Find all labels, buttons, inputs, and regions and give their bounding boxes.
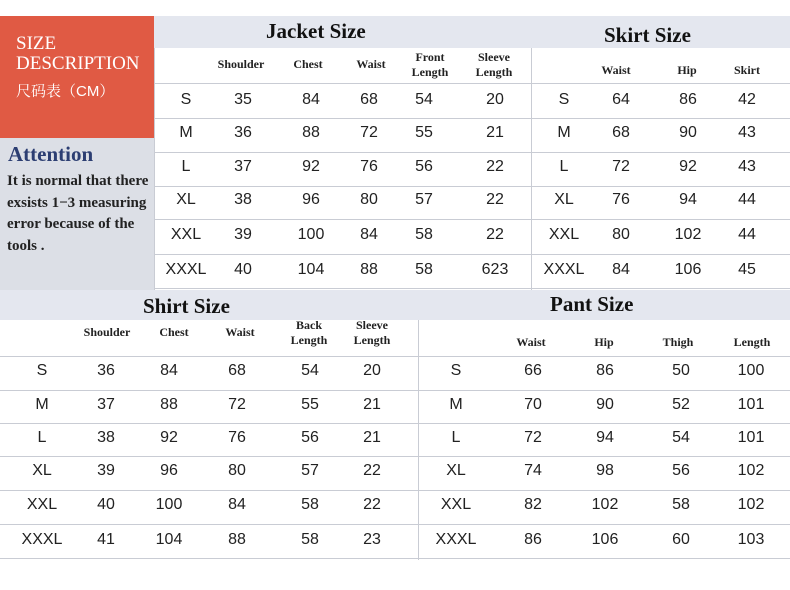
pant-cell: 56 bbox=[672, 462, 690, 479]
skirt-cell: 76 bbox=[612, 191, 630, 208]
jacket-header-front-length: Front Length bbox=[411, 50, 449, 79]
jacket-size-label: L bbox=[181, 158, 191, 175]
shirt-cell: 76 bbox=[228, 429, 246, 446]
shirt-cell: 88 bbox=[160, 396, 178, 413]
jacket-cell: 84 bbox=[360, 226, 378, 243]
skirt-cell: 45 bbox=[738, 261, 756, 278]
jacket-cell: 72 bbox=[360, 124, 378, 141]
jacket-row-divider bbox=[154, 219, 531, 220]
jacket-header-sleeve-length: Sleeve Length bbox=[475, 50, 513, 79]
pant-cell: 102 bbox=[737, 496, 765, 513]
shirt-cell: 72 bbox=[228, 396, 246, 413]
skirt-cell: 43 bbox=[738, 124, 756, 141]
skirt-cell: 84 bbox=[612, 261, 630, 278]
jacket-row-divider bbox=[154, 118, 531, 119]
skirt-cell: 42 bbox=[738, 91, 756, 108]
skirt-row-divider bbox=[531, 83, 790, 84]
pant-size-label: XXXL bbox=[435, 531, 477, 548]
skirt-cell: 68 bbox=[612, 124, 630, 141]
jacket-cell: 57 bbox=[415, 191, 433, 208]
jacket-header-shoulder: Shoulder bbox=[217, 57, 265, 71]
pant-cell: 98 bbox=[596, 462, 614, 479]
skirt-size-label: M bbox=[557, 124, 571, 141]
skirt-size-label: S bbox=[558, 91, 570, 108]
jacket-size-label: M bbox=[179, 124, 193, 141]
pant-row-divider bbox=[418, 423, 790, 424]
skirt-cell: 44 bbox=[738, 191, 756, 208]
skirt-cell: 64 bbox=[612, 91, 630, 108]
jacket-cell: 40 bbox=[234, 261, 252, 278]
skirt-cell: 43 bbox=[738, 158, 756, 175]
pant-size-label: L bbox=[451, 429, 461, 446]
size-description-panel bbox=[0, 16, 154, 138]
attention-title: Attention bbox=[8, 142, 94, 166]
shirt-cell: 54 bbox=[301, 362, 319, 379]
shirt-cell: 57 bbox=[301, 462, 319, 479]
shirt-title: Shirt Size bbox=[143, 294, 230, 318]
jacket-row-divider bbox=[154, 254, 531, 255]
pant-cell: 60 bbox=[672, 531, 690, 548]
shirt-size-label: XXXL bbox=[21, 531, 63, 548]
pant-size-label: XXL bbox=[440, 496, 472, 513]
jacket-cell: 22 bbox=[486, 191, 504, 208]
jacket-cell: 100 bbox=[297, 226, 325, 243]
attention-text: It is normal that there exsists 1−3 measuring error because of the tools . bbox=[7, 173, 149, 254]
pant-row-divider bbox=[418, 490, 790, 491]
pant-cell: 58 bbox=[672, 496, 690, 513]
skirt-cell: 80 bbox=[612, 226, 630, 243]
table-separator bbox=[154, 48, 155, 290]
jacket-title: Jacket Size bbox=[266, 19, 366, 43]
jacket-cell: 68 bbox=[360, 91, 378, 108]
skirt-cell: 86 bbox=[679, 91, 697, 108]
shirt-cell: 56 bbox=[301, 429, 319, 446]
pant-cell: 82 bbox=[524, 496, 542, 513]
shirt-header-sleeve-length: Sleeve Length bbox=[353, 318, 391, 347]
table-separator bbox=[531, 48, 532, 290]
shirt-cell: 40 bbox=[97, 496, 115, 513]
shirt-row-divider bbox=[0, 558, 418, 559]
pant-header-length: Length bbox=[733, 335, 771, 349]
jacket-cell: 58 bbox=[415, 226, 433, 243]
skirt-cell: 44 bbox=[738, 226, 756, 243]
shirt-header-shoulder: Shoulder bbox=[83, 325, 131, 339]
skirt-cell: 90 bbox=[679, 124, 697, 141]
jacket-cell: 104 bbox=[297, 261, 325, 278]
jacket-row-divider bbox=[154, 186, 531, 187]
shirt-size-label: S bbox=[36, 362, 48, 379]
skirt-size-label: XXXL bbox=[543, 261, 585, 278]
pant-cell: 106 bbox=[591, 531, 619, 548]
jacket-cell: 92 bbox=[302, 158, 320, 175]
skirt-row-divider bbox=[531, 152, 790, 153]
jacket-size-label: XL bbox=[176, 191, 196, 208]
shirt-cell: 55 bbox=[301, 396, 319, 413]
jacket-cell: 80 bbox=[360, 191, 378, 208]
shirt-cell: 58 bbox=[301, 496, 319, 513]
shirt-cell: 41 bbox=[97, 531, 115, 548]
shirt-size-label: M bbox=[35, 396, 49, 413]
shirt-cell: 84 bbox=[160, 362, 178, 379]
pant-cell: 101 bbox=[737, 429, 765, 446]
jacket-cell: 22 bbox=[486, 226, 504, 243]
shirt-size-label: XL bbox=[32, 462, 52, 479]
shirt-size-label: L bbox=[37, 429, 47, 446]
jacket-cell: 38 bbox=[234, 191, 252, 208]
jacket-cell: 58 bbox=[415, 261, 433, 278]
shirt-cell: 36 bbox=[97, 362, 115, 379]
jacket-cell: 21 bbox=[486, 124, 504, 141]
description-label: DESCRIPTION bbox=[16, 53, 140, 74]
pant-row-divider bbox=[418, 524, 790, 525]
pant-cell: 70 bbox=[524, 396, 542, 413]
shirt-cell: 21 bbox=[363, 396, 381, 413]
pant-size-label: XL bbox=[446, 462, 466, 479]
pant-cell: 54 bbox=[672, 429, 690, 446]
pant-title: Pant Size bbox=[550, 292, 634, 316]
jacket-cell: 54 bbox=[415, 91, 433, 108]
pant-size-label: S bbox=[450, 362, 462, 379]
jacket-cell: 56 bbox=[415, 158, 433, 175]
shirt-cell: 80 bbox=[228, 462, 246, 479]
jacket-header-waist: Waist bbox=[356, 57, 386, 71]
pant-cell: 74 bbox=[524, 462, 542, 479]
shirt-cell: 39 bbox=[97, 462, 115, 479]
skirt-size-label: XXL bbox=[548, 226, 580, 243]
shirt-row-divider bbox=[0, 423, 418, 424]
skirt-cell: 106 bbox=[674, 261, 702, 278]
jacket-row-divider bbox=[154, 152, 531, 153]
pant-row-divider bbox=[418, 390, 790, 391]
skirt-row-divider bbox=[531, 288, 790, 289]
attention-panel bbox=[0, 138, 154, 290]
skirt-size-label: L bbox=[559, 158, 569, 175]
skirt-cell: 92 bbox=[679, 158, 697, 175]
skirt-size-label: XL bbox=[554, 191, 574, 208]
pant-cell: 66 bbox=[524, 362, 542, 379]
shirt-cell: 84 bbox=[228, 496, 246, 513]
skirt-header-skirt: Skirt bbox=[733, 63, 760, 77]
pant-cell: 72 bbox=[524, 429, 542, 446]
skirt-title: Skirt Size bbox=[604, 23, 691, 47]
jacket-cell: 88 bbox=[360, 261, 378, 278]
skirt-row-divider bbox=[531, 254, 790, 255]
pant-row-divider bbox=[418, 558, 790, 559]
jacket-size-label: XXXL bbox=[165, 261, 207, 278]
shirt-cell: 23 bbox=[363, 531, 381, 548]
shirt-cell: 104 bbox=[155, 531, 183, 548]
skirt-cell: 102 bbox=[674, 226, 702, 243]
pant-cell: 100 bbox=[737, 362, 765, 379]
table-separator bbox=[418, 320, 419, 560]
jacket-cell: 35 bbox=[234, 91, 252, 108]
shirt-cell: 20 bbox=[363, 362, 381, 379]
shirt-cell: 92 bbox=[160, 429, 178, 446]
skirt-cell: 94 bbox=[679, 191, 697, 208]
shirt-cell: 68 bbox=[228, 362, 246, 379]
shirt-cell: 88 bbox=[228, 531, 246, 548]
jacket-cell: 36 bbox=[234, 124, 252, 141]
jacket-cell: 623 bbox=[481, 261, 509, 278]
skirt-header-waist: Waist bbox=[601, 63, 631, 77]
jacket-cell: 76 bbox=[360, 158, 378, 175]
jacket-header-chest: Chest bbox=[293, 57, 323, 71]
pant-cell: 86 bbox=[524, 531, 542, 548]
skirt-header-hip: Hip bbox=[677, 63, 697, 77]
skirt-row-divider bbox=[531, 186, 790, 187]
chinese-size-label: 尺码表（CM） bbox=[16, 83, 115, 100]
pant-cell: 102 bbox=[591, 496, 619, 513]
shirt-row-divider bbox=[0, 524, 418, 525]
jacket-cell: 96 bbox=[302, 191, 320, 208]
shirt-row-divider bbox=[0, 490, 418, 491]
pant-header-waist: Waist bbox=[516, 335, 546, 349]
jacket-size-label: XXL bbox=[170, 226, 202, 243]
jacket-cell: 20 bbox=[486, 91, 504, 108]
shirt-cell: 58 bbox=[301, 531, 319, 548]
jacket-row-divider bbox=[154, 83, 531, 84]
pant-cell: 102 bbox=[737, 462, 765, 479]
shirt-header-chest: Chest bbox=[159, 325, 189, 339]
shirt-row-divider bbox=[0, 390, 418, 391]
pant-row-divider bbox=[418, 456, 790, 457]
jacket-cell: 22 bbox=[486, 158, 504, 175]
pant-cell: 90 bbox=[596, 396, 614, 413]
shirt-cell: 37 bbox=[97, 396, 115, 413]
shirt-cell: 96 bbox=[160, 462, 178, 479]
shirt-cell: 38 bbox=[97, 429, 115, 446]
pant-cell: 86 bbox=[596, 362, 614, 379]
pant-row-divider bbox=[418, 356, 790, 357]
pant-cell: 52 bbox=[672, 396, 690, 413]
jacket-cell: 55 bbox=[415, 124, 433, 141]
skirt-row-divider bbox=[531, 118, 790, 119]
size-label: SIZE bbox=[16, 33, 57, 54]
top-title-bar bbox=[154, 16, 790, 48]
skirt-cell: 72 bbox=[612, 158, 630, 175]
jacket-cell: 37 bbox=[234, 158, 252, 175]
pant-cell: 101 bbox=[737, 396, 765, 413]
pant-size-label: M bbox=[449, 396, 463, 413]
shirt-cell: 100 bbox=[155, 496, 183, 513]
pant-cell: 94 bbox=[596, 429, 614, 446]
shirt-cell: 22 bbox=[363, 496, 381, 513]
pant-cell: 103 bbox=[737, 531, 765, 548]
pant-header-hip: Hip bbox=[594, 335, 614, 349]
bottom-title-bar bbox=[0, 290, 790, 320]
shirt-size-label: XXL bbox=[26, 496, 58, 513]
pant-cell: 50 bbox=[672, 362, 690, 379]
shirt-row-divider bbox=[0, 356, 418, 357]
shirt-row-divider bbox=[0, 456, 418, 457]
skirt-row-divider bbox=[531, 219, 790, 220]
shirt-cell: 22 bbox=[363, 462, 381, 479]
jacket-cell: 84 bbox=[302, 91, 320, 108]
shirt-header-waist: Waist bbox=[225, 325, 255, 339]
jacket-cell: 39 bbox=[234, 226, 252, 243]
jacket-size-label: S bbox=[180, 91, 192, 108]
pant-header-thigh: Thigh bbox=[662, 335, 694, 349]
shirt-header-back-length: Back Length bbox=[290, 318, 328, 347]
jacket-cell: 88 bbox=[302, 124, 320, 141]
shirt-cell: 21 bbox=[363, 429, 381, 446]
jacket-row-divider bbox=[154, 288, 531, 289]
